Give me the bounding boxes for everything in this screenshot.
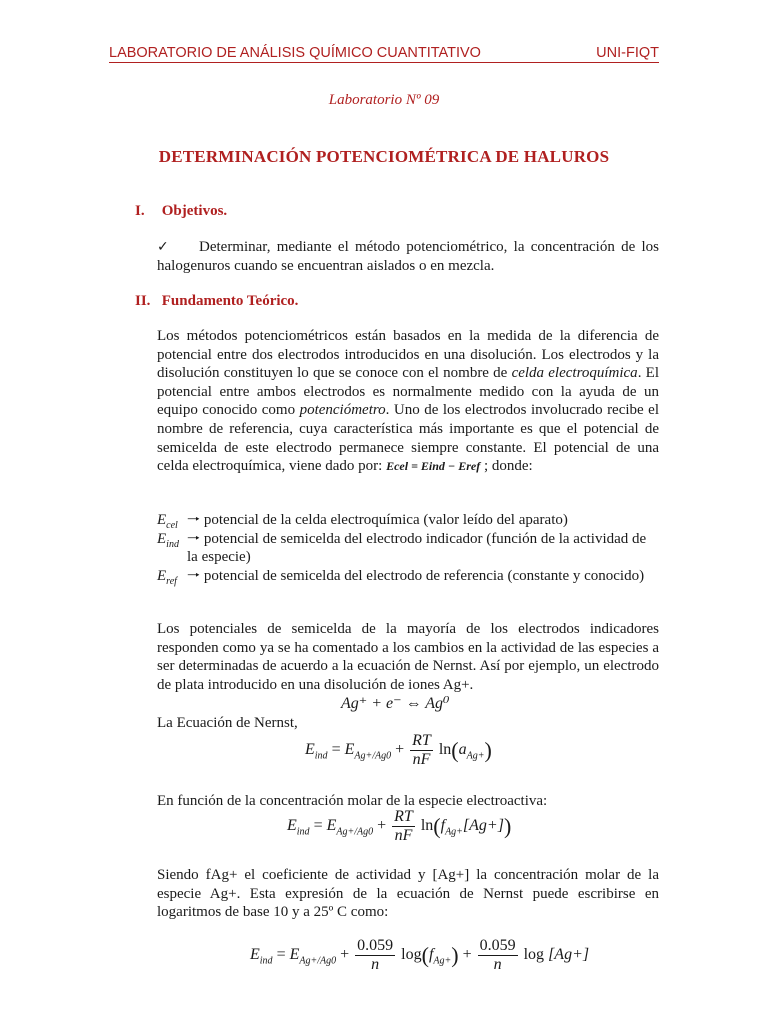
denominator: n bbox=[371, 956, 380, 973]
eq-sub: Ag+/Ag0 bbox=[336, 826, 374, 838]
section-title: Fundamento Teórico. bbox=[161, 293, 299, 309]
term-celda: celda electroquímica bbox=[511, 365, 638, 382]
numerator: 0.059 bbox=[479, 937, 516, 954]
symbol-letter: E bbox=[157, 512, 167, 528]
definition-item bbox=[157, 530, 659, 567]
eq-plus: + bbox=[340, 946, 350, 964]
definition-text: potencial de semicelda del electrodo indicador (función de la actividad de la especie) bbox=[187, 530, 647, 566]
section-objetivos bbox=[135, 203, 227, 220]
nernst-equation bbox=[305, 732, 492, 769]
eq-symbol: E bbox=[250, 946, 260, 964]
eq-ln: ln bbox=[420, 817, 434, 835]
fundamento-paragraph bbox=[157, 327, 659, 476]
definition-item bbox=[157, 567, 659, 586]
eq-fraction bbox=[478, 937, 518, 974]
numerator: 0.059 bbox=[357, 937, 394, 954]
cell-potential-equation: Ecel = Eind − Eref bbox=[386, 459, 481, 474]
text-run: ; donde: bbox=[480, 458, 533, 475]
eq-plus: + bbox=[462, 946, 472, 964]
lab-number: Laboratorio Nº 09 bbox=[328, 92, 440, 108]
eq-coefficient: f bbox=[440, 817, 446, 835]
header-institution: UNI-FIQT bbox=[596, 45, 659, 61]
objective-paragraph bbox=[157, 238, 659, 275]
eq-paren: ) bbox=[503, 813, 512, 839]
nernst-label: La Ecuación de Nernst, bbox=[157, 715, 298, 731]
eq-paren: ( bbox=[421, 942, 429, 968]
section-number: I. bbox=[135, 203, 145, 219]
eq-equals: = bbox=[313, 817, 323, 835]
eq-sub: Ag+ bbox=[445, 826, 463, 838]
eq-ln: ln bbox=[438, 741, 452, 759]
text-run: . Uno de los electrodos involucrado recibe el nombre de referencia, cuya característica más importante es que el potencial de semicelda de este electrodo permanece siempre constante. El potencial de una celda electroquímica, viene dado por: bbox=[157, 402, 659, 475]
eq-concentration: [Ag+] bbox=[462, 817, 504, 835]
eq-fraction bbox=[355, 937, 395, 974]
molar-label: En función de la concentración molar de la especie electroactiva: bbox=[157, 793, 548, 809]
symbol-letter: E bbox=[157, 567, 167, 584]
section-title: Objetivos. bbox=[161, 203, 228, 219]
page-header bbox=[109, 44, 659, 63]
symbol-sub: ind bbox=[166, 538, 179, 550]
eq-plus: + bbox=[395, 741, 405, 759]
eq-plus: + bbox=[377, 817, 387, 835]
eq-log: log bbox=[523, 946, 545, 964]
eq-fraction bbox=[410, 732, 433, 769]
definition-text: potencial de semicelda del electrodo de referencia (constante y conocido) bbox=[203, 567, 645, 584]
term-potenciometro: potenciómetro bbox=[299, 402, 386, 419]
silver-reaction-equation: Ag⁺ + e⁻ ⇔ Ag⁰ bbox=[341, 695, 450, 712]
eq-paren: ) bbox=[484, 737, 492, 763]
section-number: II. bbox=[135, 293, 151, 309]
definition-text: potencial de la celda electroquímica (valor leído del aparato) bbox=[203, 512, 568, 528]
log-intro-paragraph: Siendo fAg+ el coeficiente de actividad y [Ag+] la concentración molar de la especie Ag+. Esta expresión de la ecuación de Nernst puede escribirse en logaritmos de base 10 y a 25º C como: bbox=[157, 867, 659, 921]
eq-paren: ( bbox=[451, 737, 459, 763]
arrow-icon: 🠒 bbox=[187, 512, 201, 528]
eq-sub: Ag+/Ag0 bbox=[299, 955, 337, 967]
text-run: . El potencial entre ambos electrodos es normalmente medido con la ayuda de un equipo conocido como bbox=[157, 365, 659, 419]
definition-list bbox=[157, 511, 659, 585]
arrow-icon: 🠒 bbox=[187, 567, 201, 584]
document-title: DETERMINACIÓN POTENCIOMÉTRICA DE HALUROS bbox=[158, 147, 610, 166]
eq-coefficient: f bbox=[428, 946, 434, 964]
eq-symbol: E bbox=[305, 741, 315, 759]
eq-sub: Ag+ bbox=[466, 750, 485, 762]
eq-sub: Ag+/Ag0 bbox=[354, 750, 392, 762]
eq-symbol: E bbox=[326, 817, 337, 835]
objective-text: Determinar, mediante el método potenciométrico, la concentración de los halogenuros cuando se encuentran aislados o en mezcla. bbox=[157, 239, 659, 274]
eq-sub: Ag+ bbox=[433, 955, 452, 967]
eq-fraction bbox=[392, 808, 415, 845]
eq-concentration: [Ag+] bbox=[548, 946, 590, 964]
symbol bbox=[157, 530, 179, 555]
numerator: RT bbox=[412, 732, 431, 749]
text-run: Los métodos potenciométricos están basados en la medida de la diferencia de potencial entre dos electrodos introducidos en una disolución. Los electrodos y la disolución constituyen lo que se conoce con el nombre de bbox=[157, 328, 659, 382]
definition-item bbox=[157, 511, 659, 530]
eq-paren: ( bbox=[433, 813, 441, 839]
eq-symbol: E bbox=[289, 946, 300, 964]
nernst-intro-paragraph: Los potenciales de semicelda de la mayoría de los electrodos indicadores responden como ya se ha comentado a los cambios en la actividad de las especies a ser determinadas de acuerdo a la ecuación de Nernst. Así por ejemplo, un electrodo de plata introducido en una disolución de iones Ag+. bbox=[157, 621, 659, 693]
eq-activity: a bbox=[458, 741, 467, 759]
symbol-sub: ref bbox=[166, 575, 177, 587]
eq-equals: = bbox=[331, 741, 341, 759]
denominator: nF bbox=[394, 827, 413, 844]
eq-sub: ind bbox=[259, 955, 273, 967]
eq-symbol: E bbox=[344, 741, 355, 759]
section-fundamento bbox=[135, 293, 298, 310]
header-course: LABORATORIO DE ANÁLISIS QUÍMICO CUANTITATIVO bbox=[109, 45, 481, 61]
check-icon: ✓ bbox=[157, 239, 169, 255]
eq-symbol: E bbox=[287, 817, 297, 835]
numerator: RT bbox=[394, 808, 413, 825]
symbol bbox=[157, 567, 177, 592]
denominator: nF bbox=[412, 751, 431, 768]
eq-sub: ind bbox=[296, 826, 310, 838]
symbol-sub: cel bbox=[166, 520, 178, 531]
nernst-log-equation bbox=[250, 937, 589, 974]
eq-paren: ) bbox=[451, 942, 459, 968]
denominator: n bbox=[493, 956, 502, 973]
eq-log: log bbox=[401, 946, 422, 964]
eq-equals: = bbox=[276, 946, 286, 964]
nernst-molar-equation bbox=[287, 808, 511, 845]
arrow-icon: 🠒 bbox=[187, 530, 201, 547]
symbol-letter: E bbox=[157, 530, 167, 547]
eq-sub: ind bbox=[314, 750, 328, 762]
